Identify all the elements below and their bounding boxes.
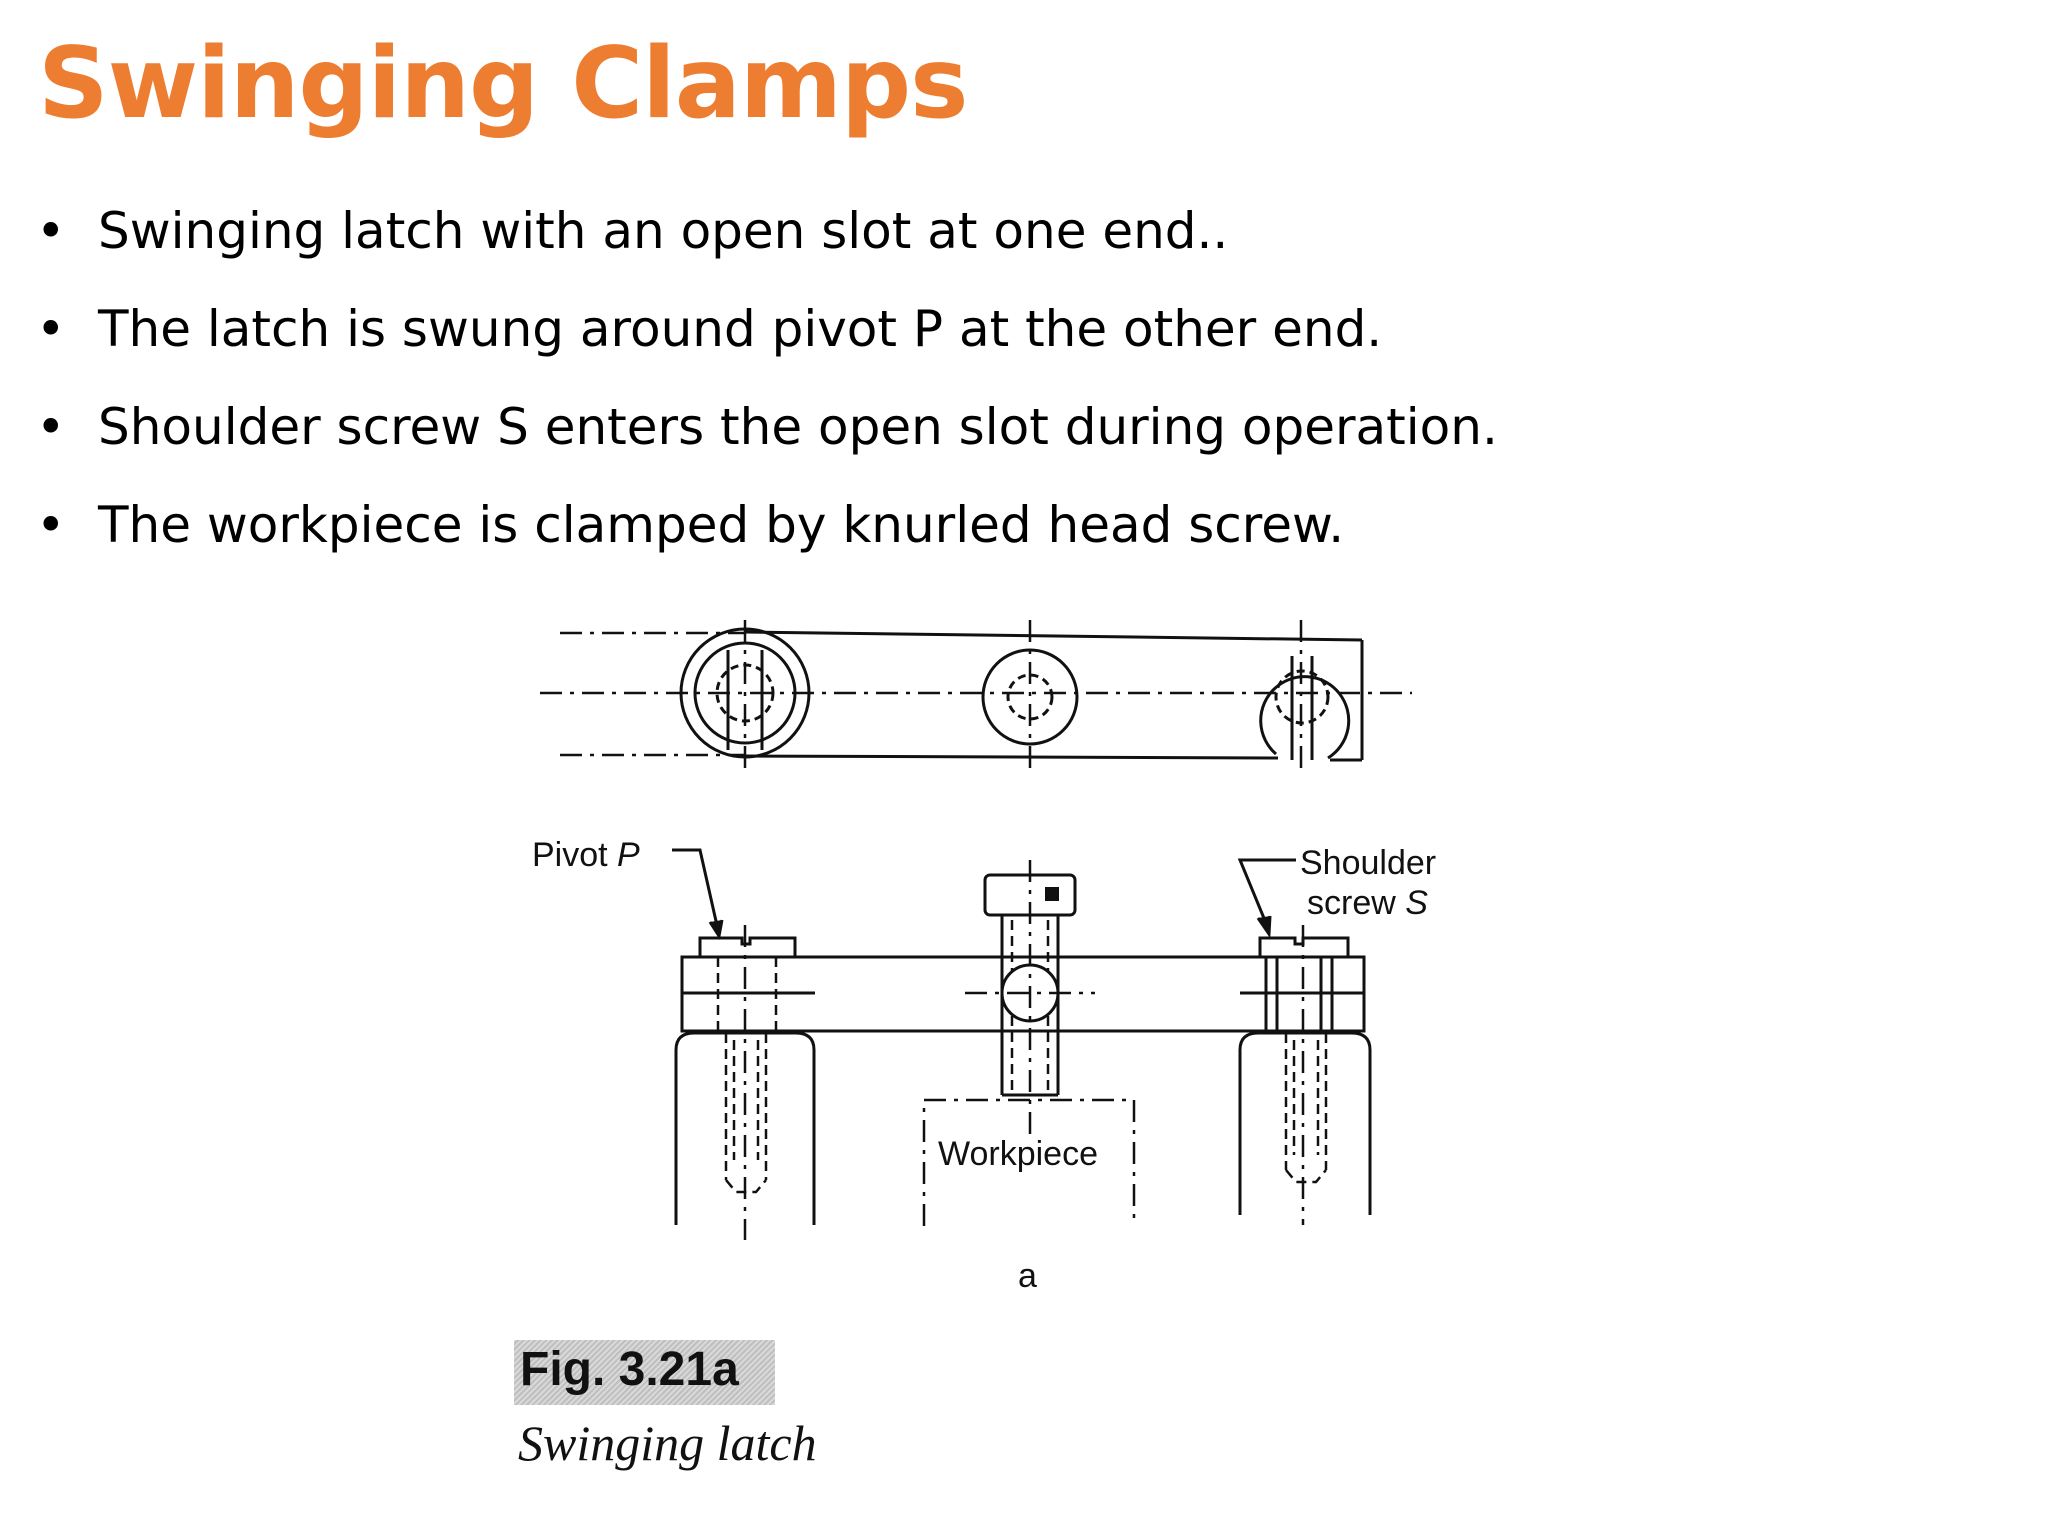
elevation-view: [672, 850, 1370, 1240]
shoulder-label-line2: screw S: [1307, 884, 1428, 922]
slide-title: Swinging Clamps: [38, 27, 968, 141]
plan-view: [540, 620, 1412, 840]
bullet-text: The workpiece is clamped by knurled head screw.: [98, 496, 1345, 554]
latch-outline: [745, 632, 1362, 840]
bullet-dot: •: [36, 300, 66, 358]
open-slot: [1261, 677, 1349, 758]
workpiece-label: Workpiece: [938, 1135, 1098, 1173]
figure-number: Fig. 3.21a: [514, 1340, 775, 1405]
plan-centerlines: [540, 620, 1412, 770]
pivot-leader: [672, 850, 718, 930]
pivot-label: Pivot P: [532, 836, 640, 874]
bullet-dot: •: [36, 398, 66, 456]
figure-caption: Swinging latch: [518, 1415, 817, 1471]
bullet-dot: •: [36, 496, 66, 554]
bullet-text: Swinging latch with an open slot at one end..: [98, 202, 1229, 260]
bullet-dot: •: [36, 202, 66, 260]
bullet-text: Shoulder screw S enters the open slot during operation.: [98, 398, 1498, 456]
bullet-text: The latch is swung around pivot P at the other end.: [98, 300, 1383, 358]
shoulder-label-line1: Shoulder: [1300, 844, 1437, 882]
pivot-head: [700, 938, 795, 957]
right-support: [1240, 1033, 1370, 1215]
figure-sub-label: a: [1018, 1257, 1037, 1295]
